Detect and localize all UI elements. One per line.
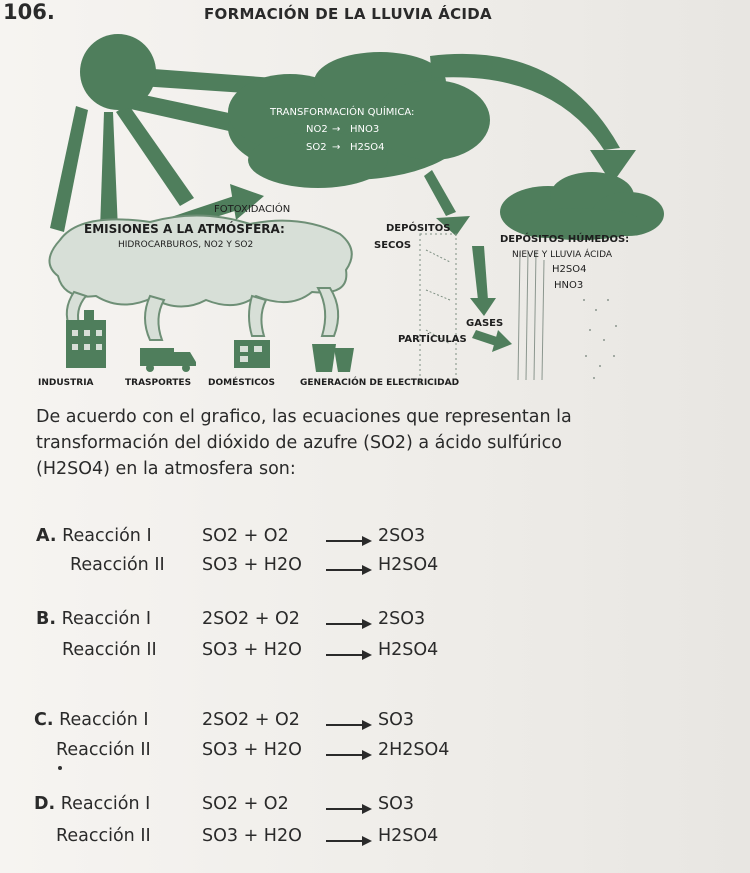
equation-right: H2SO4 — [378, 826, 439, 846]
equation-right: H2SO4 — [378, 640, 439, 660]
reaction-label: Reacción I — [61, 609, 152, 629]
equation-right: 2H2SO4 — [378, 740, 450, 760]
wet-deposits-sub: NIEVE Y LLUVIA ÁCIDA — [512, 250, 612, 260]
option-b-reaction-2 — [62, 640, 157, 660]
dry-deposits-label-2: SECOS — [374, 240, 412, 251]
reaction-label: Reacción I — [60, 794, 151, 814]
question-stem — [36, 404, 706, 482]
option-d-reaction-2 — [56, 826, 151, 846]
source-label-industry: INDUSTRIA — [38, 378, 94, 388]
option-d[interactable] — [34, 794, 150, 814]
reaction-arrow-icon — [326, 802, 372, 816]
stem-line-3: (H2SO4) en la atmosfera son: — [36, 459, 296, 479]
reaction-label: Reacción II — [56, 826, 151, 846]
equation-left: SO3 + H2O — [202, 740, 302, 760]
wet-deposit-cloud — [500, 172, 664, 240]
source-label-domestic: DOMÉSTICOS — [208, 378, 275, 388]
acid-rain-diagram — [0, 0, 750, 400]
question-number: 106. — [3, 0, 55, 24]
reaction-arrow-icon — [326, 834, 372, 848]
emissions-sub: HIDROCARBUROS, NO2 Y SO2 — [118, 240, 254, 250]
truck-icon — [140, 348, 196, 372]
gases-arrow — [470, 246, 496, 316]
reaction-label: Reacción II — [62, 640, 157, 660]
transformation-line1-arrow: → — [332, 124, 341, 135]
equation-left: SO2 + O2 — [202, 526, 289, 546]
option-letter: D. — [34, 794, 56, 814]
equation-right: SO3 — [378, 794, 415, 814]
reaction-label: Reacción I — [59, 710, 149, 730]
particles-label: PARTÍCULAS — [398, 334, 467, 345]
option-a[interactable] — [36, 526, 152, 546]
transformation-title: TRANSFORMACIÓN QUÍMICA: — [270, 107, 415, 118]
reaction-label: Reacción II — [56, 740, 151, 760]
reaction-arrow-icon — [326, 718, 372, 732]
option-letter: C. — [34, 710, 54, 730]
option-a-reaction-2 — [70, 555, 165, 575]
dry-deposits-label-1: DEPÓSITOS — [386, 223, 451, 234]
option-b[interactable] — [36, 609, 151, 629]
equation-right: 2SO3 — [378, 609, 426, 629]
reaction-arrow-icon — [326, 563, 372, 577]
particles-arrow — [472, 330, 512, 352]
reaction-arrow-icon — [326, 534, 372, 548]
reaction-arrow-icon — [326, 648, 372, 662]
transformation-line1-right: HNO3 — [350, 124, 380, 135]
equation-left: SO3 + H2O — [202, 826, 302, 846]
stem-line-2: transformación del dióxido de azufre (SO2) a ácido sulfúrico — [36, 433, 562, 453]
reaction-label: Reacción I — [62, 526, 152, 546]
equation-left: 2SO2 + O2 — [202, 609, 300, 629]
equation-right: H2SO4 — [378, 555, 439, 575]
reaction-arrow-icon — [326, 748, 372, 762]
sun-icon — [80, 34, 156, 110]
transformation-line1-left: NO2 — [306, 124, 328, 135]
wet-h2so4-label: H2SO4 — [552, 264, 587, 275]
option-c[interactable] — [34, 710, 149, 730]
transformation-line2-right: H2SO4 — [350, 142, 385, 153]
stem-line-1: De acuerdo con el grafico, las ecuaciones que representan la — [36, 407, 572, 427]
gases-label: GASES — [466, 318, 504, 329]
equation-left: SO2 + O2 — [202, 794, 289, 814]
reaction-label: Reacción II — [70, 555, 165, 575]
dry-deposit-particles — [420, 234, 456, 384]
option-c-reaction-2 — [56, 740, 151, 760]
house-icon — [234, 340, 270, 368]
emissions-title: EMISIONES A LA ATMÓSFERA: — [84, 222, 285, 236]
equation-right: SO3 — [378, 710, 415, 730]
rain-streaks — [518, 252, 544, 380]
equation-left: SO3 + H2O — [202, 555, 302, 575]
option-letter: B. — [36, 609, 56, 629]
photo-oxidation-label: FOTOXIDACIÓN — [214, 204, 291, 215]
equation-left: 2SO2 + O2 — [202, 710, 300, 730]
wet-hno3-label: HNO3 — [554, 280, 584, 291]
power-plant-icon — [312, 344, 354, 372]
equation-right: 2SO3 — [378, 526, 426, 546]
reaction-arrow-icon — [326, 617, 372, 631]
source-label-transport: TRASPORTES — [125, 378, 192, 388]
equation-left: SO3 + H2O — [202, 640, 302, 660]
transformation-line2-left: SO2 — [306, 142, 327, 153]
option-letter: A. — [36, 526, 57, 546]
transformation-line2-arrow: → — [332, 142, 341, 153]
wet-deposits-title: DEPÓSITOS HÚMEDOS: — [500, 234, 630, 245]
pen-dot — [58, 766, 62, 770]
figure-title: FORMACIÓN DE LA LLUVIA ÁCIDA — [204, 5, 492, 23]
snow-dots — [583, 299, 617, 379]
source-label-electricity: GENERACIÓN DE ELECTRICIDAD — [300, 378, 460, 388]
